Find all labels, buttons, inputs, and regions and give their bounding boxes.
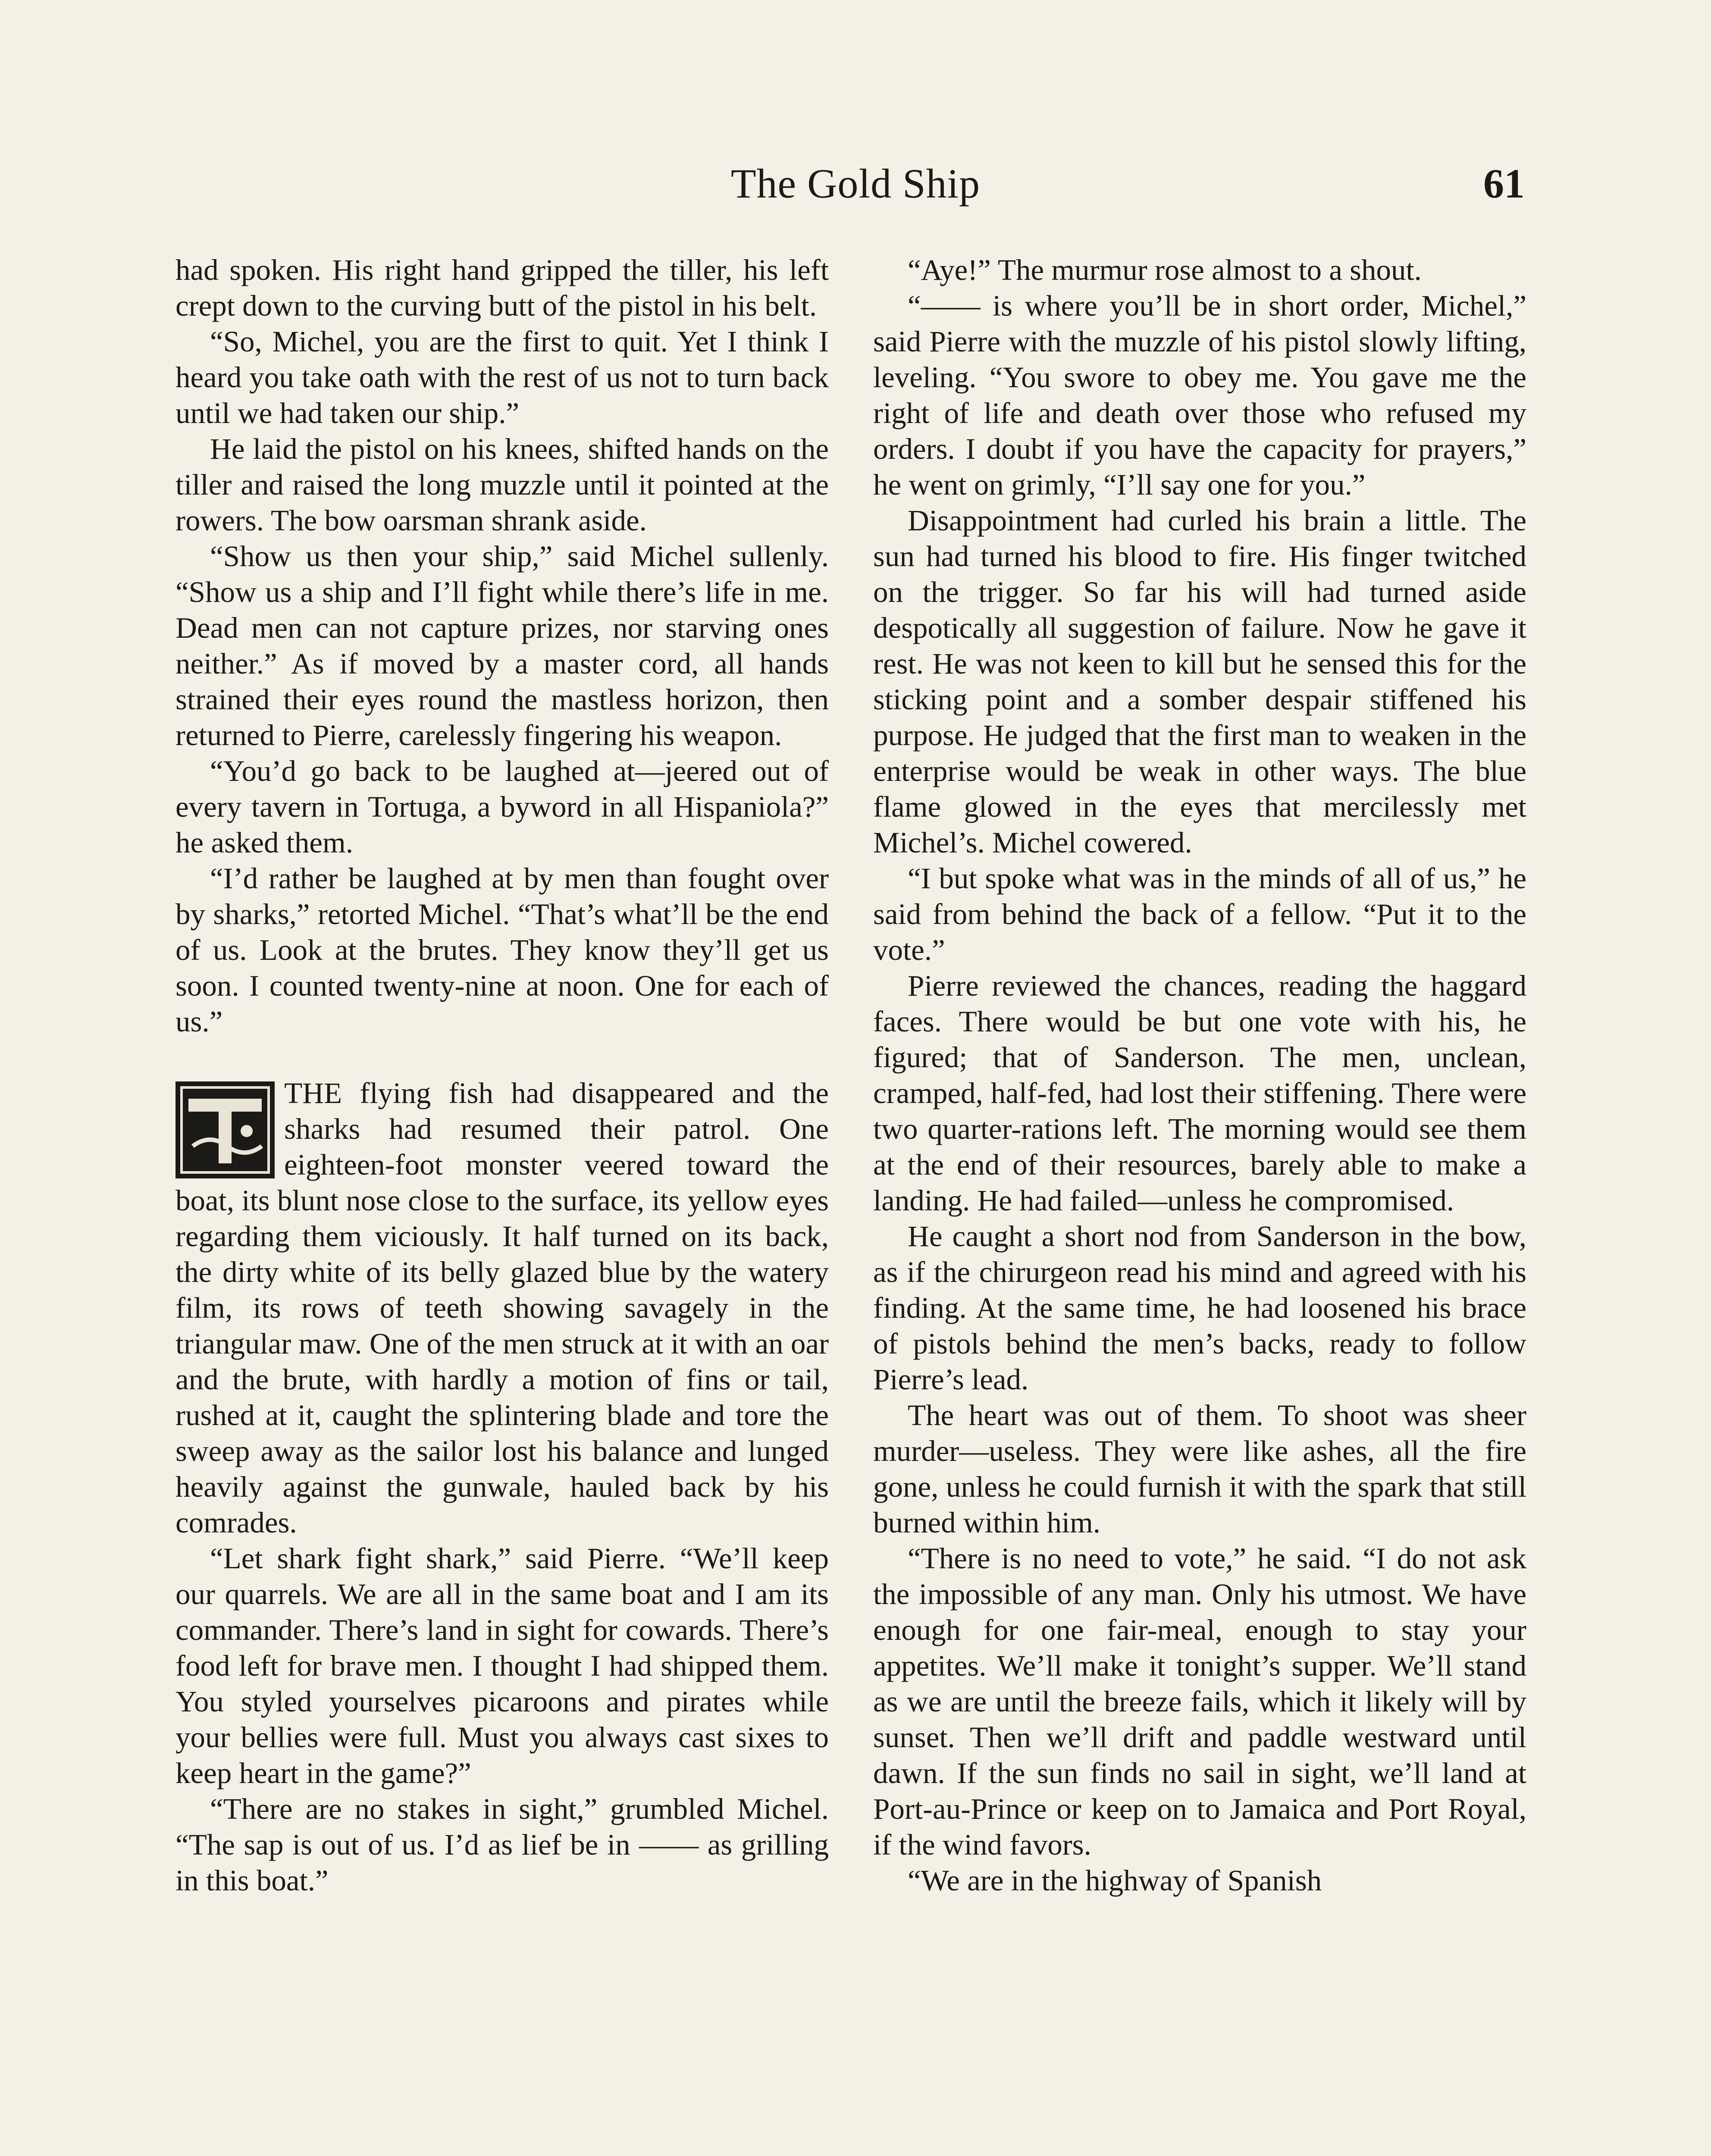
paragraph: “—— is where you’ll be in short order, Michel,” said Pierre with the muzzle of his pistol slowly lifting, leveling. “You swore to obey me. You gave me the right of life and death over those who refused my orders. I doubt if you have the capacity for prayers,” he went on grimly, “I’ll say one for you.” — [873, 289, 1526, 501]
paragraph: Pierre reviewed the chances, reading the haggard faces. There would be but one vote with his, he figured; that of Sanderson. The men, unclean, cramped, half-fed, had lost their stiffening. There were two quarter-rations left. The morning would see them at the end of their resources, barely able to make a landing. He had failed—unless he compromised. — [873, 969, 1526, 1217]
paragraph: “I’d rather be laughed at by men than fought over by sharks,” retorted Michel. “That’s what’ll be the end of us. Look at the brutes. They know they’ll get us soon. I counted twenty-nine at noon. One for each of us.” — [175, 862, 829, 1038]
section-break — [175, 1040, 829, 1075]
paragraph: “Let shark fight shark,” said Pierre. “We’ll keep our quarrels. We are all in the same boat and I am its commander. There’s land in sight for cowards. There’s food left for brave men. I thought I had shipped them. You styled yourselves picaroons and pirates while your bellies were full. Must you always cast sixes to keep heart in the game?” — [175, 1542, 829, 1789]
paragraph: “Show us then your ship,” said Michel sullenly. “Show us a ship and I’ll fight while there’s life in me. Dead men can not capture prizes, nor starving ones neither.” As if moved by a master cord, all hands strained their eyes round the mastless horizon, then returned to Pierre, carelessly fingering his weapon. — [175, 540, 829, 752]
paragraph: “There are no stakes in sight,” grumbled Michel. “The sap is out of us. I’d as lief be in —— as grilling in this boat.” — [175, 1792, 829, 1897]
paragraph: The heart was out of them. To shoot was sheer murder—useless. They were like ashes, all the fire gone, unless he could furnish it with the spark that still burned within him. — [873, 1399, 1526, 1539]
paragraph: had spoken. His right hand gripped the tiller, his left crept down to the curving butt of the pistol in his belt. — [175, 254, 829, 322]
page-number: 61 — [1483, 160, 1525, 207]
paragraph: “We are in the highway of Spanish — [908, 1864, 1322, 1897]
paragraph: “I but spoke what was in the minds of all of us,” he said from behind the back of a fellow. “Put it to the vote.” — [873, 862, 1526, 966]
paragraph: Disappointment had curled his brain a little. The sun had turned his blood to fire. His finger twitched on the trigger. So far his will had turned aside despotically all suggestion of failure. Now he gave it rest. He was not keen to kill but he sensed this for the sticking point and a somber despair stiffened his purpose. He judged that the first man to weaken in the enterprise would be weak in other ways. The blue flame glowed in the eyes that mercilessly met Michel’s. Michel cowered. — [873, 504, 1526, 859]
dropcap-paragraph-text: flying fish had disappeared and the sharks had resumed their patrol. One eighteen-foot monster veered toward the boat, its blunt nose close to the surface, its yellow eyes regarding them viciously. It half turned on its back, the dirty white of its belly glazed blue by the watery film, its rows of teeth showing savagely in the triangular maw. One of the men struck at it with an oar and the brute, with hardly a motion of fins or tail, rushed at it, caught the splintering blade and tore the sweep away as the sailor lost his balance and lunged heavily against the gunwale, hauled back by his comrades. — [175, 1077, 829, 1539]
decorative-initial-icon — [175, 1081, 275, 1178]
paragraph: He caught a short nod from Sanderson in the bow, as if the chirurgeon read his mind and agreed with his finding. At the same time, he had loosened his brace of pistols behind the men’s backs, ready to follow Pierre’s lead. — [873, 1220, 1526, 1396]
dropcap-paragraph — [175, 1075, 829, 1541]
paragraph: “So, Michel, you are the first to quit. Yet I think I heard you take oath with the rest of us not to turn back until we had taken our ship.” — [175, 325, 829, 429]
dropcap-lead: THE — [284, 1077, 342, 1109]
paragraph: He laid the pistol on his knees, shifted hands on the tiller and raised the long muzzle until it pointed at the rowers. The bow oarsman shrank aside. — [175, 432, 829, 537]
paragraph: “You’d go back to be laughed at—jeered out of every tavern in Tortuga, a byword in all Hispaniola?” he asked them. — [175, 755, 829, 859]
right-column — [873, 252, 1526, 1899]
paragraph: “Aye!” The murmur rose almost to a shout. — [908, 254, 1422, 286]
paragraph: “There is no need to vote,” he said. “I do not ask the impossible of any man. Only his utmost. We have enough for one fair-meal, enough to stay your appetites. We’ll make it tonight’s supper. We’ll stand as we are until the breeze fails, which it likely will by sunset. Then we’ll drift and paddle westward until dawn. If the sun finds no sail in sight, we’ll land at Port-au-Prince or keep on to Jamaica and Port Royal, if the wind favors. — [873, 1542, 1526, 1861]
running-title: The Gold Ship — [730, 160, 981, 207]
left-column — [175, 252, 829, 1899]
